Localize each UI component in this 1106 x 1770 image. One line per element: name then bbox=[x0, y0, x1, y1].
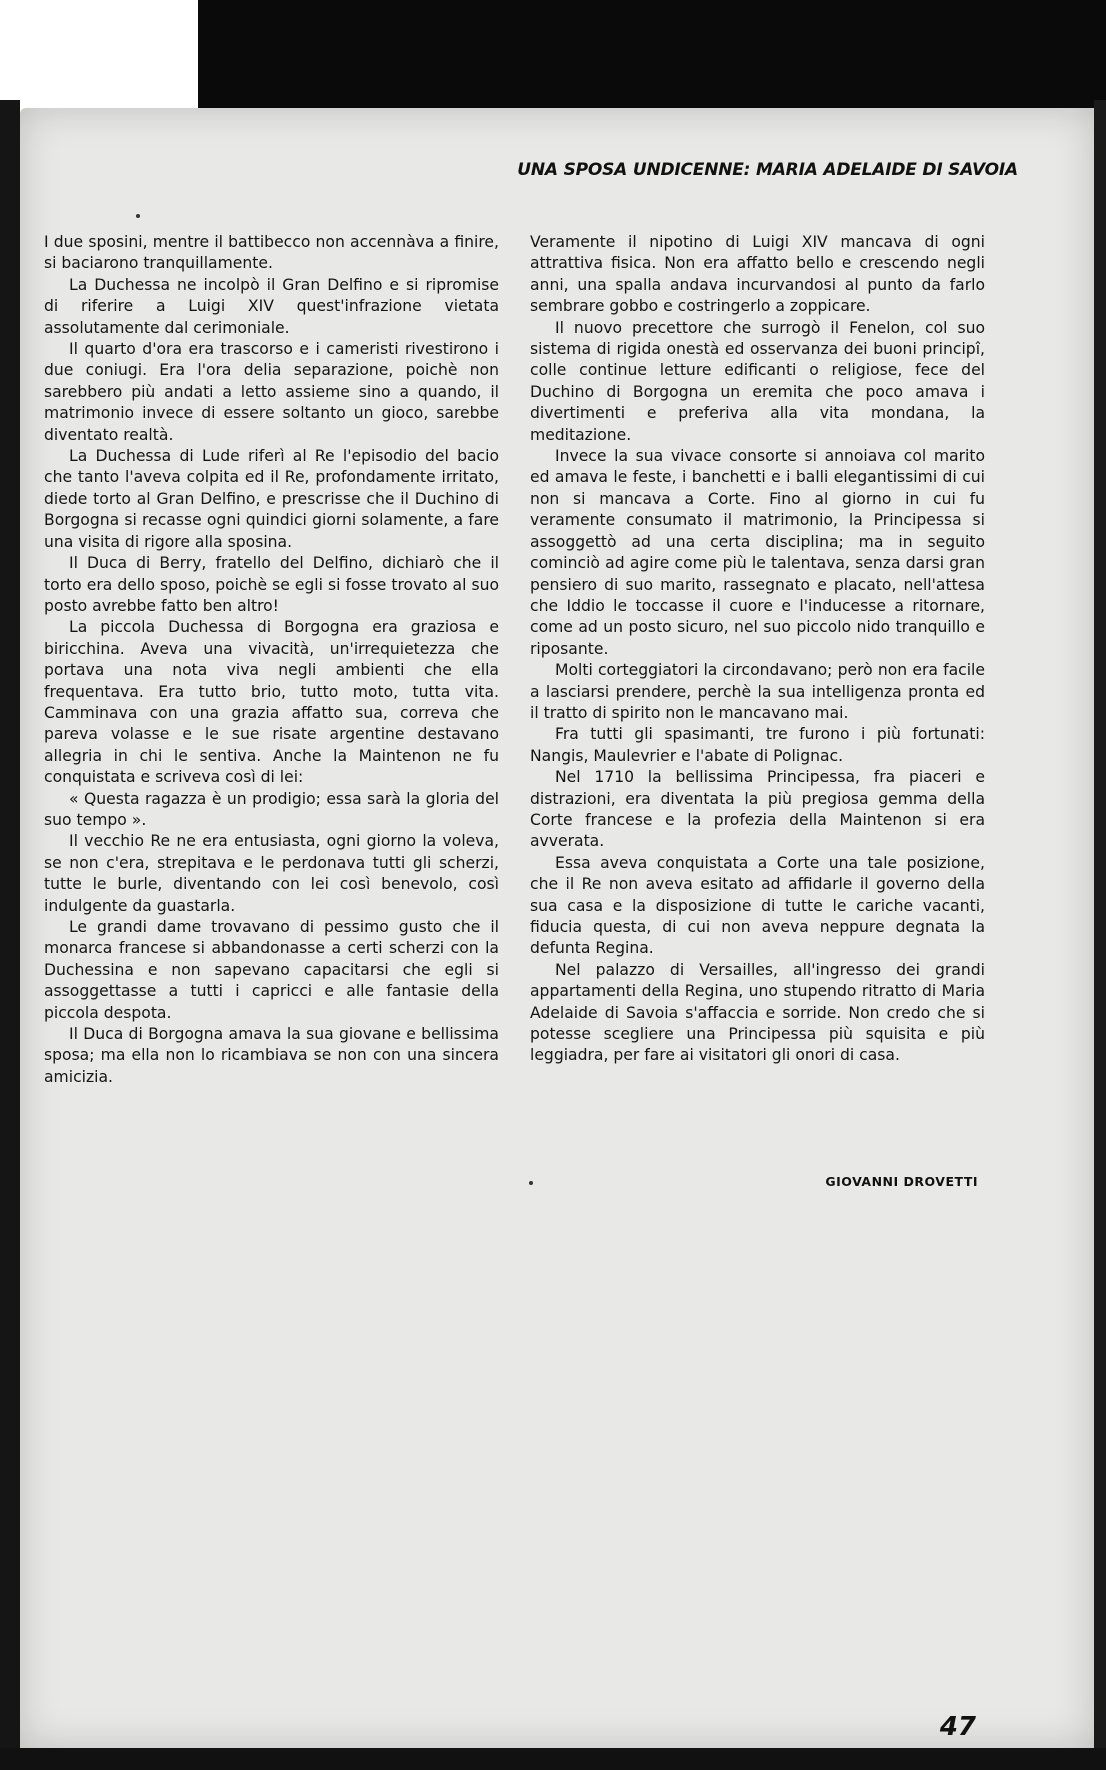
paragraph: I due sposini, mentre il battibecco non accennàva a finire, si baciarono tranquillamente. bbox=[44, 233, 499, 273]
paragraph: Il vecchio Re ne era entusiasta, ogni giorno la voleva, se non c'era, strepitava e le perdonava tutti gli scherzi, tutte le burle, diventando con lei così benevolo, così indulgente da guastarla. bbox=[44, 832, 499, 915]
scan-border-right bbox=[1094, 100, 1106, 1770]
stray-dot bbox=[136, 214, 140, 218]
scan-border-left bbox=[0, 100, 20, 1770]
stray-dot bbox=[529, 1181, 533, 1185]
paragraph: La Duchessa di Lude riferì al Re l'episodio del bacio che tanto l'aveva colpita ed il Re, profondamente irritato, diede torto al Gran Delfino, e prescrisse che il Duchino di Borgogna si recasse ogni quindici giorni solamente, a fare una visita di rigore alla sposina. bbox=[44, 447, 499, 551]
paragraph: Fra tutti gli spasimanti, tre furono i più fortunati: Nangis, Maulevrier e l'abate di Polignac. bbox=[530, 725, 985, 765]
paragraph: Invece la sua vivace consorte si annoiava col marito ed amava le feste, i banchetti e i balli elegantissimi di cui non si mancava a Corte. Fino al giorno in cui fu veramente consumato il matrimonio, la Principessa si assoggettò ad una certa disciplina; ma in seguito cominciò ad agire come più le talentava, senza darsi gran pensiero di suo marito, rassegnato e placato, nell'attesa che Iddio le toccasse il cuore e l'inducesse a ritornare, come ad un posto sicuro, nel suo piccolo nido tranquillo e riposante. bbox=[530, 447, 985, 658]
paragraph: Il Duca di Borgogna amava la sua giovane e bellissima sposa; ma ella non lo ricambiava se non con una sincera amicizia. bbox=[44, 1025, 499, 1086]
paragraph: Il Duca di Berry, fratello del Delfino, dichiarò che il torto era dello sposo, poichè se egli si fosse trovato al suo posto avrebbe fatto ben altro! bbox=[44, 554, 499, 615]
paragraph: Nel palazzo di Versailles, all'ingresso dei grandi appartamenti della Regina, uno stupendo ritratto di Maria Adelaide di Savoia s'affaccia e sorride. Non credo che si potesse scegliere una Principessa più squisita e più leggiadra, per fare ai visitatori gli onori di casa. bbox=[530, 960, 985, 1065]
paragraph: Veramente il nipotino di Luigi XIV mancava di ogni attrattiva fisica. Non era affatto bello e crescendo negli anni, una spalla andava incurvandosi al punto da farlo sembrare gobbo e costringerlo a zoppicare. bbox=[530, 233, 985, 316]
paragraph: Nel 1710 la bellissima Principessa, fra piaceri e distrazioni, era diventata la più pregiosa gemma della Corte francese e la profezia della Maintenon si era avverata. bbox=[530, 768, 985, 851]
paragraph: Il nuovo precettore che surrogò il Fenelon, col suo sistema di rigida onestà ed osservanza dei buoni principî, colle continue letture edificanti o religiose, fece del Duchino di Borgogna un eremita che poco amava i divertimenti e preferiva alla vita mondana, la meditazione. bbox=[530, 318, 985, 444]
paragraph: Molti corteggiatori la circondavano; però non era facile a lasciarsi prendere, perchè la sua intelligenza pronta ed il tratto di spirito non le mancavano mai. bbox=[530, 661, 985, 722]
author-signature: GIOVANNI DROVETTI bbox=[825, 1174, 978, 1189]
quotation: « Questa ragazza è un prodigio; essa sarà la gloria del suo tempo ». bbox=[44, 789, 499, 829]
paragraph: La piccola Duchessa di Borgogna era graziosa e biricchina. Aveva una vivacità, un'irrequietezza che portava una nota viva negli ambienti che ella frequentava. Era tutto brio, tutto moto, tutta vita. Camminava con una grazia affatto sua, correva che pareva volasse e le sue risate argentine destavano allegria in chi le sentiva. Anche la Maintenon ne fu conquistata e scriveva così di lei: bbox=[44, 618, 499, 787]
paragraph: La Duchessa ne incolpò il Gran Delfino e si ripromise di riferire a Luigi XIV quest'infrazione vietata assolutamente dal cerimoniale. bbox=[44, 275, 499, 337]
paragraph: Il quarto d'ora era trascorso e i cameristi rivestirono i due coniugi. Era l'ora delia separazione, poichè non sarebbero più andati a letto assieme sino a quando, il matrimonio invece di essere soltanto un gioco, sarebbe diventato realtà. bbox=[44, 340, 499, 444]
paragraph: Essa aveva conquistata a Corte una tale posizione, che il Re non aveva esitato ad affidarle il governo della sua casa e la disposizione di tutte le cariche vacanti, fiducia questa, di cui non aveva neppure degnata la defunta Regina. bbox=[530, 853, 985, 958]
right-column bbox=[530, 232, 985, 1067]
scan-border-top bbox=[198, 0, 1106, 120]
running-head: UNA SPOSA UNDICENNE: MARIA ADELAIDE DI SAVOIA bbox=[517, 160, 1018, 180]
scan-border-bottom bbox=[0, 1748, 1106, 1770]
left-column bbox=[44, 232, 499, 1088]
paragraph: Le grandi dame trovavano di pessimo gusto che il monarca francese si abbandonasse a certi scherzi con la Duchessina e non sapevano capacitarsi che egli si assoggettasse a tutti i capricci e alle fantasie della piccola despota. bbox=[44, 918, 499, 1022]
page-number: 47 bbox=[939, 1712, 976, 1742]
